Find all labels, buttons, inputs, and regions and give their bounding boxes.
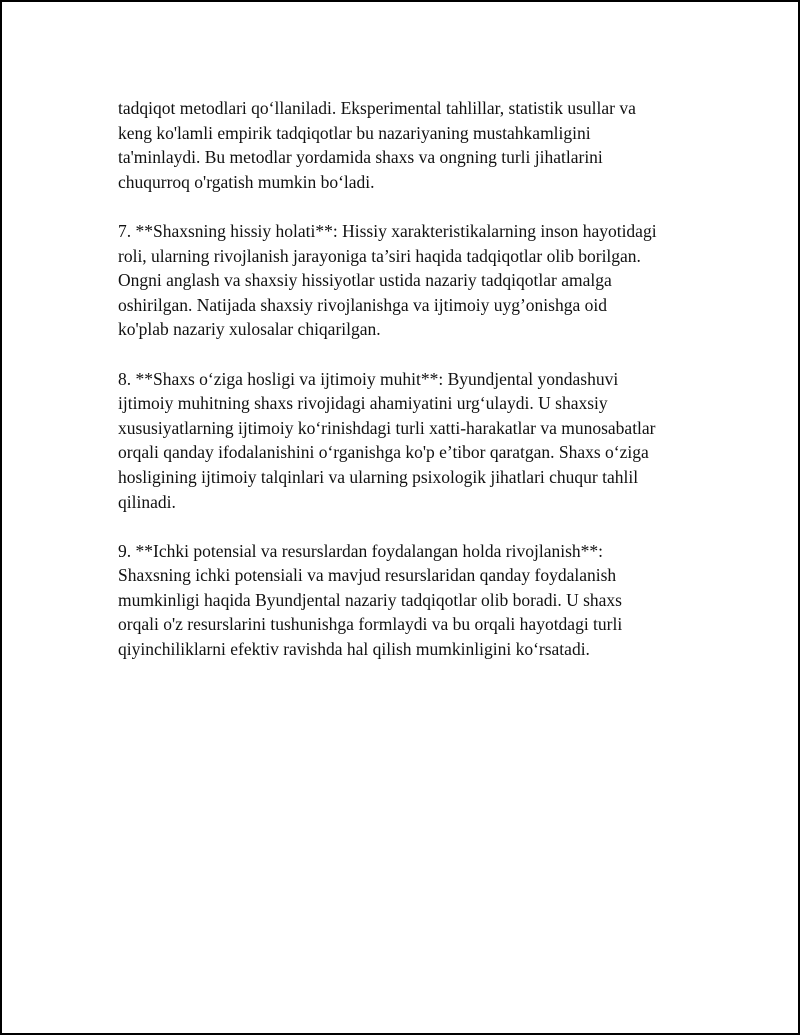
text-line: ijtimoiy muhitning shaxs rivojidagi ahamiyatini urg‘ulaydi. U shaxsiy	[118, 393, 608, 414]
text-line: Shaxsning ichki potensiali va mavjud resurslaridan qanday foydalanish	[118, 565, 617, 586]
text-line: orqali qanday ifodalanishini o‘rganishga ko'p e’tibor qaratgan. Shaxs o‘ziga	[118, 442, 649, 463]
paragraph-methods	[118, 96, 708, 194]
document-body	[118, 96, 708, 686]
text-line: orqali o'z resurslarini tushunishga formlaydi va bu orqali hayotdagi turli	[118, 614, 623, 635]
text-line: ta'minlaydi. Bu metodlar yordamida shaxs va ongning turli jihatlarini	[118, 147, 603, 168]
text-line: Ongni anglash va shaxsiy hissiyotlar ustida nazariy tadqiqotlar amalga	[118, 270, 612, 291]
text-line: qilinadi.	[118, 491, 176, 512]
text-line: hosligining ijtimoiy talqinlari va ularning psixologik jihatlari chuqur tahlil	[118, 466, 639, 487]
text-line: 8. **Shaxs o‘ziga hosligi va ijtimoiy muhit**: Byundjental yondashuvi	[118, 368, 619, 389]
paragraph-item-7	[118, 219, 708, 342]
text-line: 7. **Shaxsning hissiy holati**: Hissiy xarakteristikalarning inson hayotidagi	[118, 220, 657, 241]
text-line: ko'plab nazariy xulosalar chiqarilgan.	[118, 319, 381, 340]
paragraph-item-9	[118, 539, 708, 662]
text-line: tadqiqot metodlari qo‘llaniladi. Eksperimental tahlillar, statistik usullar va	[118, 98, 636, 118]
text-line: 9. **Ichki potensial va resurslardan foydalangan holda rivojlanish**:	[118, 540, 604, 561]
text-line: qiyinchiliklarni efektiv ravishda hal qilish mumkinligini ko‘rsatadi.	[118, 639, 590, 660]
text-line: roli, ularning rivojlanish jarayoniga ta’siri haqida tadqiqotlar olib borilgan.	[118, 245, 641, 266]
text-line: oshirilgan. Natijada shaxsiy rivojlanishga va ijtimoiy uyg’onishga oid	[118, 294, 607, 315]
text-line: chuqurroq o'rgatish mumkin bo‘ladi.	[118, 171, 375, 192]
text-line: xususiyatlarning ijtimoiy ko‘rinishdagi turli xatti-harakatlar va munosabatlar	[118, 417, 656, 438]
text-line: keng ko'lamli empirik tadqiqotlar bu nazariyaning mustahkamligini	[118, 122, 591, 143]
paragraph-item-8	[118, 367, 708, 515]
text-line: mumkinligi haqida Byundjental nazariy tadqiqotlar olib boradi. U shaxs	[118, 589, 622, 610]
